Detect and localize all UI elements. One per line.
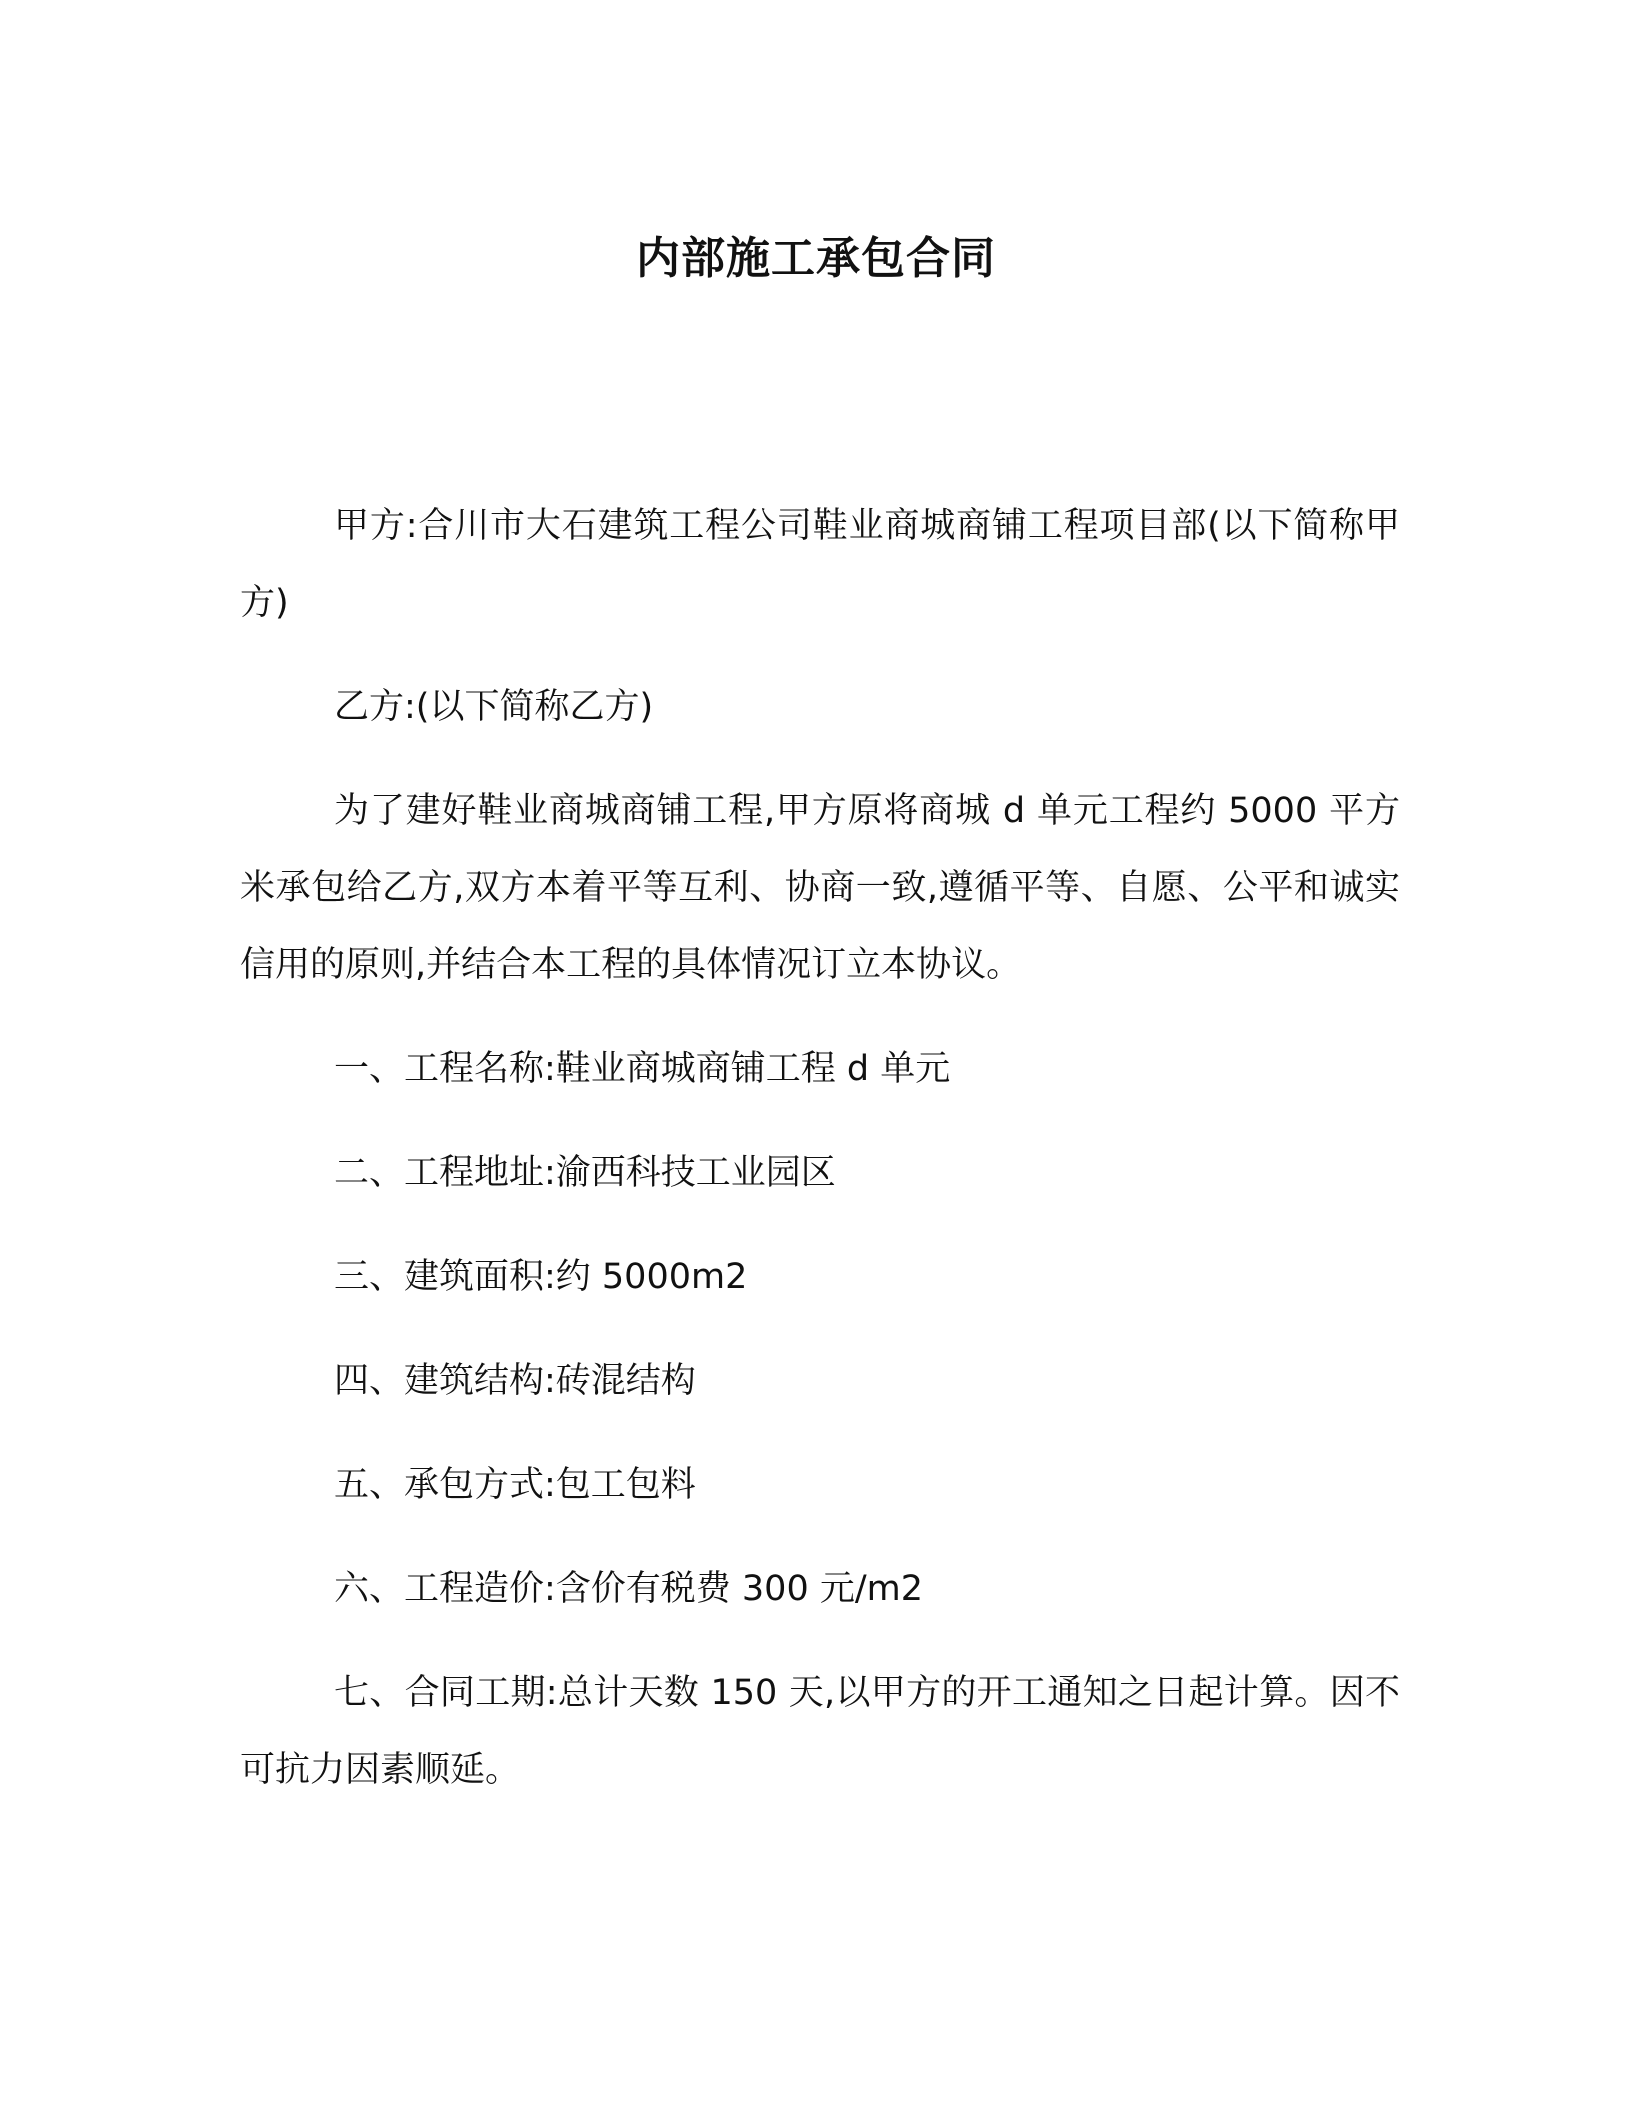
clause-project-address: 二、工程地址:渝西科技工业园区: [334, 1153, 836, 1193]
clause-project-cost: 六、工程造价:含价有税费 300 元/m2: [334, 1569, 924, 1609]
clause-building-area: 三、建筑面积:约 5000m2: [334, 1257, 748, 1297]
document-body: [240, 488, 1400, 1836]
clause-building-structure: 四、建筑结构:砖混结构: [334, 1361, 696, 1401]
preamble-paragraph: 为了建好鞋业商城商铺工程,甲方原将商城 d 单元工程约 5000 平方米承包给乙方,双方本着平等互利、协商一致,遵循平等、自愿、公平和诚实信用的原则,并结合本工程的具体情况订立本协议。: [240, 791, 1400, 985]
party-a-paragraph: 甲方:合川市大石建筑工程公司鞋业商城商铺工程项目部(以下简称甲方): [240, 506, 1400, 623]
party-b-paragraph: 乙方:(以下简称乙方): [334, 687, 654, 727]
clause-project-name: 一、工程名称:鞋业商城商铺工程 d 单元: [334, 1049, 951, 1089]
clause-contract-method: 五、承包方式:包工包料: [334, 1465, 696, 1505]
document-title: 内部施工承包合同: [636, 233, 996, 284]
clause-contract-period: 七、合同工期:总计天数 150 天,以甲方的开工通知之日起计算。因不可抗力因素顺延。: [240, 1673, 1400, 1790]
